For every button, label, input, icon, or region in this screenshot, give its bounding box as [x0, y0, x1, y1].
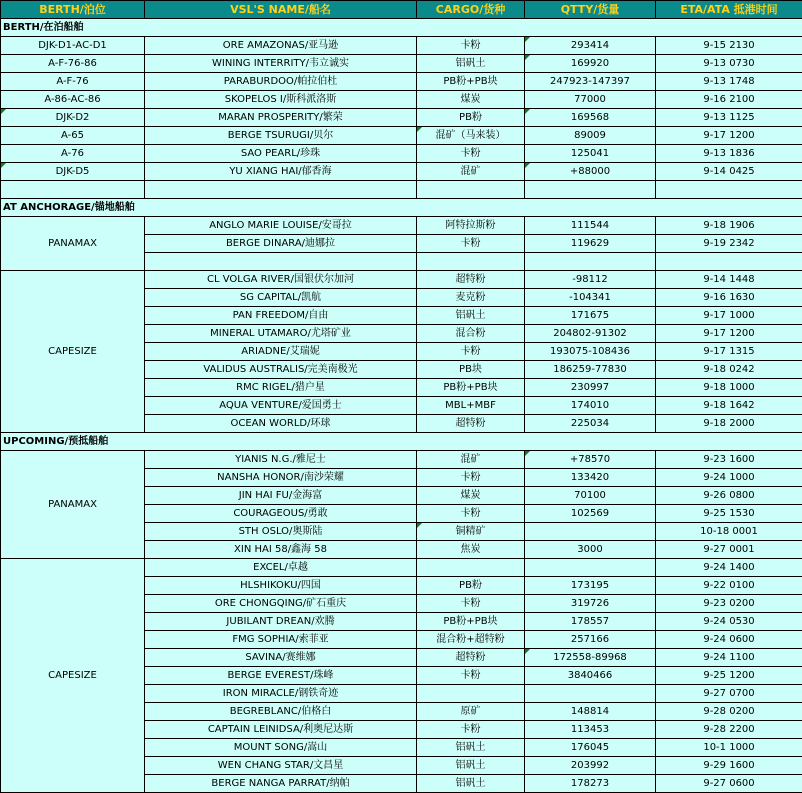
- vessel-name-cell[interactable]: ORE AMAZONAS/亚马逊: [145, 37, 417, 55]
- cargo-cell[interactable]: [417, 685, 525, 703]
- cargo-cell[interactable]: 卡粉: [417, 343, 525, 361]
- vessel-name-cell[interactable]: IRON MIRACLE/钢铁奇迹: [145, 685, 417, 703]
- berth-cell[interactable]: A-F-76: [1, 73, 145, 91]
- quantity-cell[interactable]: +88000: [525, 163, 656, 181]
- table-row: [1, 559, 802, 577]
- quantity-cell[interactable]: 102569: [525, 505, 656, 523]
- eta-cell[interactable]: 9-24 0530: [656, 613, 802, 631]
- quantity-cell[interactable]: 247923-147397: [525, 73, 656, 91]
- eta-cell[interactable]: 9-24 1100: [656, 649, 802, 667]
- cargo-cell[interactable]: 铜精矿: [417, 523, 525, 541]
- cargo-cell[interactable]: MBL+MBF: [417, 397, 525, 415]
- header-cargo: CARGO/货种: [417, 1, 525, 19]
- eta-cell[interactable]: 9-13 1836: [656, 145, 802, 163]
- table-row: [1, 37, 802, 55]
- header-quantity: QTTY/货量: [525, 1, 656, 19]
- cargo-cell[interactable]: 铝矾土: [417, 55, 525, 73]
- eta-cell[interactable]: 9-13 1125: [656, 109, 802, 127]
- cargo-cell[interactable]: 卡粉: [417, 595, 525, 613]
- table-row: [1, 127, 802, 145]
- quantity-cell[interactable]: 125041: [525, 145, 656, 163]
- quantity-cell[interactable]: 169568: [525, 109, 656, 127]
- cargo-cell[interactable]: 焦炭: [417, 541, 525, 559]
- cargo-cell[interactable]: 混合粉: [417, 325, 525, 343]
- eta-cell[interactable]: 9-28 2200: [656, 721, 802, 739]
- eta-cell[interactable]: 9-14 0425: [656, 163, 802, 181]
- table-row: [1, 451, 802, 469]
- cargo-cell[interactable]: 煤炭: [417, 91, 525, 109]
- eta-cell[interactable]: 9-23 1600: [656, 451, 802, 469]
- cargo-cell[interactable]: [417, 253, 525, 271]
- quantity-cell[interactable]: 3000: [525, 541, 656, 559]
- vessel-name-cell[interactable]: WINING INTERRITY/韦立诚实: [145, 55, 417, 73]
- quantity-cell[interactable]: 193075-108436: [525, 343, 656, 361]
- table-body: [1, 19, 802, 793]
- cargo-cell[interactable]: 阿特拉斯粉: [417, 217, 525, 235]
- eta-cell[interactable]: 9-14 1448: [656, 271, 802, 289]
- section-title: BERTH/在泊船舶: [1, 19, 802, 37]
- eta-cell[interactable]: 9-17 1000: [656, 307, 802, 325]
- vessel-name-cell[interactable]: [145, 253, 417, 271]
- quantity-cell[interactable]: 133420: [525, 469, 656, 487]
- quantity-cell[interactable]: 225034: [525, 415, 656, 433]
- eta-cell[interactable]: 9-16 2100: [656, 91, 802, 109]
- quantity-cell[interactable]: 178557: [525, 613, 656, 631]
- eta-cell[interactable]: 9-24 1000: [656, 469, 802, 487]
- quantity-cell[interactable]: 89009: [525, 127, 656, 145]
- cargo-cell[interactable]: 混合粉+超特粉: [417, 631, 525, 649]
- quantity-cell[interactable]: [525, 685, 656, 703]
- vessel-name-cell[interactable]: HLSHIKOKU/四国: [145, 577, 417, 595]
- vessel-name-cell[interactable]: BERGE NANGA PARRAT/纳帕: [145, 775, 417, 793]
- header-vessel-name: VSL'S NAME/船名: [145, 1, 417, 19]
- quantity-cell[interactable]: -104341: [525, 289, 656, 307]
- header-eta: ETA/ATA 抵港时间: [656, 1, 802, 19]
- table-row: [1, 181, 802, 199]
- eta-cell[interactable]: 9-24 1400: [656, 559, 802, 577]
- eta-cell[interactable]: 9-29 1600: [656, 757, 802, 775]
- vessel-name-cell[interactable]: MOUNT SONG/嵩山: [145, 739, 417, 757]
- quantity-cell[interactable]: 174010: [525, 397, 656, 415]
- quantity-cell[interactable]: 70100: [525, 487, 656, 505]
- quantity-cell[interactable]: 111544: [525, 217, 656, 235]
- header-row: [1, 1, 802, 19]
- cargo-cell[interactable]: PB粉+PB块: [417, 613, 525, 631]
- eta-cell[interactable]: [656, 253, 802, 271]
- eta-cell[interactable]: 9-15 2130: [656, 37, 802, 55]
- section-header-row: [1, 19, 802, 37]
- eta-cell[interactable]: 9-25 1200: [656, 667, 802, 685]
- cargo-cell[interactable]: 卡粉: [417, 145, 525, 163]
- vessel-name-cell[interactable]: BEGREBLANC/伯格白: [145, 703, 417, 721]
- cargo-cell[interactable]: 铝矾土: [417, 739, 525, 757]
- eta-cell[interactable]: 9-17 1200: [656, 127, 802, 145]
- section-header-row: [1, 199, 802, 217]
- vessel-name-cell[interactable]: EXCEL/卓越: [145, 559, 417, 577]
- quantity-cell[interactable]: 173195: [525, 577, 656, 595]
- berth-cell[interactable]: A-65: [1, 127, 145, 145]
- eta-cell[interactable]: 9-28 0200: [656, 703, 802, 721]
- quantity-cell[interactable]: 77000: [525, 91, 656, 109]
- vessel-name-cell[interactable]: JIN HAI FU/金海富: [145, 487, 417, 505]
- quantity-cell[interactable]: 203992: [525, 757, 656, 775]
- cargo-cell[interactable]: 卡粉: [417, 667, 525, 685]
- quantity-cell[interactable]: 172558-89968: [525, 649, 656, 667]
- vessel-name-cell[interactable]: SAO PEARL/珍珠: [145, 145, 417, 163]
- cargo-cell[interactable]: 卡粉: [417, 505, 525, 523]
- vessel-class-cell: CAPESIZE: [1, 271, 145, 433]
- vessel-class-cell: PANAMAX: [1, 451, 145, 559]
- eta-cell[interactable]: 9-18 2000: [656, 415, 802, 433]
- vessel-name-cell[interactable]: SAVINA/赛维娜: [145, 649, 417, 667]
- eta-cell[interactable]: 9-17 1200: [656, 325, 802, 343]
- cargo-cell[interactable]: 原矿: [417, 703, 525, 721]
- vessel-name-cell[interactable]: CAPTAIN LEINIDSA/利奥尼达斯: [145, 721, 417, 739]
- vessel-name-cell[interactable]: STH OSLO/奥斯陆: [145, 523, 417, 541]
- berth-cell[interactable]: A-76: [1, 145, 145, 163]
- vessel-name-cell[interactable]: PAN FREEDOM/自由: [145, 307, 417, 325]
- cargo-cell[interactable]: [417, 559, 525, 577]
- vessel-name-cell[interactable]: BERGE EVEREST/珠峰: [145, 667, 417, 685]
- eta-cell[interactable]: 9-13 0730: [656, 55, 802, 73]
- eta-cell[interactable]: 9-24 0600: [656, 631, 802, 649]
- berth-cell[interactable]: DJK-D5: [1, 163, 145, 181]
- vessel-name-cell[interactable]: MARAN PROSPERITY/繁荣: [145, 109, 417, 127]
- table-row: [1, 55, 802, 73]
- vessel-name-cell[interactable]: ARIADNE/艾瑞妮: [145, 343, 417, 361]
- quantity-cell[interactable]: 171675: [525, 307, 656, 325]
- quantity-cell[interactable]: 230997: [525, 379, 656, 397]
- berth-cell[interactable]: [1, 181, 145, 199]
- vessel-name-cell[interactable]: VALIDUS AUSTRALIS/完美南极光: [145, 361, 417, 379]
- vessel-name-cell[interactable]: RMC RIGEL/猎户星: [145, 379, 417, 397]
- cargo-cell[interactable]: 铝矾土: [417, 775, 525, 793]
- section-title: UPCOMING/预抵船舶: [1, 433, 802, 451]
- eta-cell[interactable]: 9-26 0800: [656, 487, 802, 505]
- vessel-name-cell[interactable]: [145, 181, 417, 199]
- eta-cell[interactable]: 9-25 1530: [656, 505, 802, 523]
- eta-cell[interactable]: 9-13 1748: [656, 73, 802, 91]
- table-row: [1, 217, 802, 235]
- quantity-cell[interactable]: 293414: [525, 37, 656, 55]
- table-row: [1, 109, 802, 127]
- eta-cell[interactable]: 9-18 0242: [656, 361, 802, 379]
- table-row: [1, 73, 802, 91]
- cargo-cell[interactable]: 卡粉: [417, 235, 525, 253]
- cargo-cell[interactable]: PB块: [417, 361, 525, 379]
- eta-cell[interactable]: 9-22 0100: [656, 577, 802, 595]
- vessel-name-cell[interactable]: BERGE TSURUGI/贝尔: [145, 127, 417, 145]
- cargo-cell[interactable]: PB粉+PB块: [417, 379, 525, 397]
- quantity-cell[interactable]: 119629: [525, 235, 656, 253]
- vessel-name-cell[interactable]: YIANIS N.G./雅尼士: [145, 451, 417, 469]
- eta-cell[interactable]: 9-18 1906: [656, 217, 802, 235]
- eta-cell[interactable]: 9-23 0200: [656, 595, 802, 613]
- vessel-name-cell[interactable]: OCEAN WORLD/环球: [145, 415, 417, 433]
- quantity-cell[interactable]: 204802-91302: [525, 325, 656, 343]
- vessel-name-cell[interactable]: YU XIANG HAI/郁香海: [145, 163, 417, 181]
- berth-cell[interactable]: DJK-D2: [1, 109, 145, 127]
- vessel-name-cell[interactable]: FMG SOPHIA/索菲亚: [145, 631, 417, 649]
- quantity-cell[interactable]: 113453: [525, 721, 656, 739]
- quantity-cell[interactable]: 257166: [525, 631, 656, 649]
- berth-cell[interactable]: DJK-D1-AC-D1: [1, 37, 145, 55]
- section-header-row: [1, 433, 802, 451]
- cargo-cell[interactable]: 卡粉: [417, 721, 525, 739]
- cargo-cell[interactable]: 铝矾土: [417, 757, 525, 775]
- vessel-class-cell: CAPESIZE: [1, 559, 145, 793]
- vessel-name-cell[interactable]: XIN HAI 58/鑫海 58: [145, 541, 417, 559]
- vessel-name-cell[interactable]: ANGLO MARIE LOUISE/安哥拉: [145, 217, 417, 235]
- vessel-name-cell[interactable]: SG CAPITAL/凯航: [145, 289, 417, 307]
- eta-cell[interactable]: 9-17 1315: [656, 343, 802, 361]
- vessel-name-cell[interactable]: CL VOLGA RIVER/国银伏尔加河: [145, 271, 417, 289]
- vessel-name-cell[interactable]: NANSHA HONOR/南沙荣耀: [145, 469, 417, 487]
- vessel-name-cell[interactable]: SKOPELOS I/斯科派洛斯: [145, 91, 417, 109]
- eta-cell[interactable]: 10-1 1000: [656, 739, 802, 757]
- cargo-cell[interactable]: [417, 181, 525, 199]
- header-berth: BERTH/泊位: [1, 1, 145, 19]
- vessel-name-cell[interactable]: ORE CHONGQING/矿石重庆: [145, 595, 417, 613]
- cargo-cell[interactable]: PB粉: [417, 577, 525, 595]
- cargo-cell[interactable]: PB粉+PB块: [417, 73, 525, 91]
- cargo-cell[interactable]: 混矿（马来装）: [417, 127, 525, 145]
- cargo-cell[interactable]: 卡粉: [417, 469, 525, 487]
- eta-cell[interactable]: 9-18 1000: [656, 379, 802, 397]
- eta-cell[interactable]: 9-18 1642: [656, 397, 802, 415]
- eta-cell[interactable]: 9-27 0700: [656, 685, 802, 703]
- eta-cell[interactable]: 9-27 0600: [656, 775, 802, 793]
- vessel-name-cell[interactable]: WEN CHANG STAR/文昌星: [145, 757, 417, 775]
- quantity-cell[interactable]: [525, 181, 656, 199]
- quantity-cell[interactable]: [525, 523, 656, 541]
- cargo-cell[interactable]: PB粉: [417, 109, 525, 127]
- berth-cell[interactable]: A-86-AC-86: [1, 91, 145, 109]
- cargo-cell[interactable]: 麦克粉: [417, 289, 525, 307]
- cargo-cell[interactable]: 铝矾土: [417, 307, 525, 325]
- quantity-cell[interactable]: [525, 253, 656, 271]
- quantity-cell[interactable]: 3840466: [525, 667, 656, 685]
- eta-cell[interactable]: 9-27 0001: [656, 541, 802, 559]
- quantity-cell[interactable]: 186259-77830: [525, 361, 656, 379]
- vessel-name-cell[interactable]: MINERAL UTAMARO/尤塔矿业: [145, 325, 417, 343]
- quantity-cell[interactable]: 178273: [525, 775, 656, 793]
- table-row: [1, 163, 802, 181]
- cargo-cell[interactable]: 超特粉: [417, 649, 525, 667]
- quantity-cell[interactable]: -98112: [525, 271, 656, 289]
- quantity-cell[interactable]: [525, 559, 656, 577]
- section-title: AT ANCHORAGE/锚地船舶: [1, 199, 802, 217]
- vessel-name-cell[interactable]: JUBILANT DREAN/欢腾: [145, 613, 417, 631]
- eta-cell[interactable]: [656, 181, 802, 199]
- quantity-cell[interactable]: 169920: [525, 55, 656, 73]
- quantity-cell[interactable]: 319726: [525, 595, 656, 613]
- cargo-cell[interactable]: 煤炭: [417, 487, 525, 505]
- quantity-cell[interactable]: 148814: [525, 703, 656, 721]
- table-row: [1, 91, 802, 109]
- cargo-cell[interactable]: 超特粉: [417, 271, 525, 289]
- eta-cell[interactable]: 9-16 1630: [656, 289, 802, 307]
- vessel-name-cell[interactable]: AQUA VENTURE/爱国勇士: [145, 397, 417, 415]
- cargo-cell[interactable]: 混矿: [417, 451, 525, 469]
- vessel-name-cell[interactable]: PARABURDOO/帕拉伯杜: [145, 73, 417, 91]
- vessel-name-cell[interactable]: COURAGEOUS/勇敢: [145, 505, 417, 523]
- cargo-cell[interactable]: 卡粉: [417, 37, 525, 55]
- vessel-class-cell: PANAMAX: [1, 217, 145, 271]
- berth-cell[interactable]: A-F-76-86: [1, 55, 145, 73]
- quantity-cell[interactable]: +78570: [525, 451, 656, 469]
- eta-cell[interactable]: 10-18 0001: [656, 523, 802, 541]
- table-row: [1, 271, 802, 289]
- quantity-cell[interactable]: 176045: [525, 739, 656, 757]
- cargo-cell[interactable]: 混矿: [417, 163, 525, 181]
- cargo-cell[interactable]: 超特粉: [417, 415, 525, 433]
- table-row: [1, 145, 802, 163]
- vessel-name-cell[interactable]: BERGE DINARA/迪娜拉: [145, 235, 417, 253]
- eta-cell[interactable]: 9-19 2342: [656, 235, 802, 253]
